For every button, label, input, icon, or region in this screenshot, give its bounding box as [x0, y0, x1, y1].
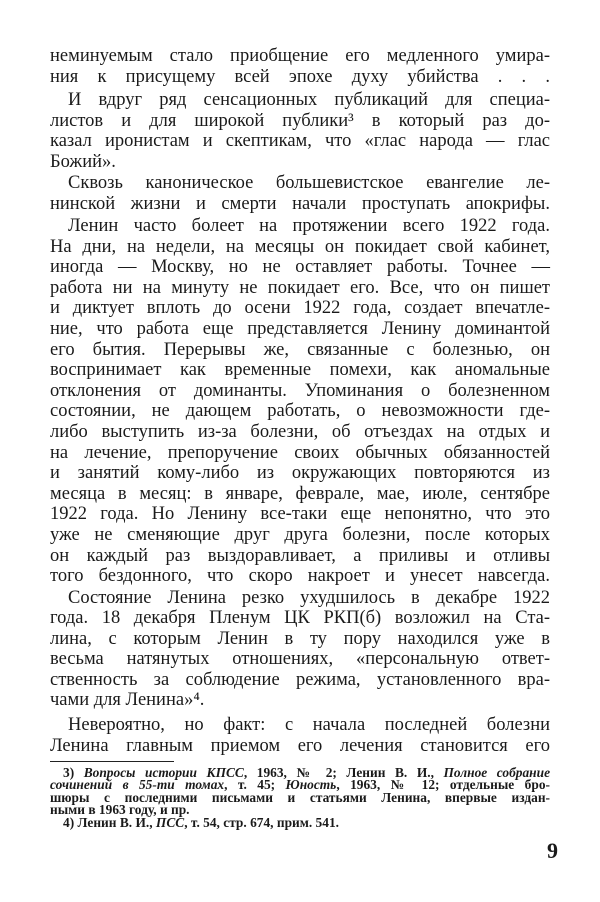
text-line: иногда — Москву, но не оставляет работы. Точнее —: [50, 257, 550, 278]
text-line: Ленин часто болеет на протяжении всего 1922 года.: [68, 216, 550, 236]
footnote-text: , 1963, № 2; Ленин В. И.,: [243, 765, 444, 780]
text-line: уже не сменяющие друг друга болезни, после которых: [50, 524, 550, 545]
footnote-text: , 1963, № 12; отдельные бро-: [336, 777, 550, 793]
text-line: неминуемым стало приобщение его медленного умира-: [50, 46, 550, 66]
footnote-text: 3): [63, 765, 84, 780]
text-line: отклонения от доминанты. Упоминания о болезненном: [50, 380, 550, 401]
text-line: на лечение, препоручение своих обычных обязанностей: [50, 442, 550, 463]
footnote-divider: [50, 761, 174, 762]
text-line: И вдруг ряд сенсационных публикаций для специа-: [68, 90, 550, 110]
text-line: Ленина главным приемом его лечения становится его: [50, 735, 550, 756]
footnote-text: , т. 45;: [224, 777, 286, 793]
text-line: воспринимает как временные помехи, как аномальные: [50, 360, 550, 381]
text-line: ние, что работа еще представляется Ленину доминантой: [50, 318, 550, 339]
text-line: года. 18 декабря Пленум ЦК РКП(б) возложил на Ста-: [50, 608, 550, 629]
paragraph-2: [50, 90, 550, 173]
footnote-text: 4) Ленин В. И.,: [63, 814, 156, 830]
text-line: 1922 года. Но Ленину все-таки еще непонятно, что это: [50, 504, 550, 525]
paragraph-3: [50, 173, 550, 214]
footnote-text: шюры с последними письмами и статьями Ленина, впервые издан-: [50, 789, 550, 805]
footnote-text: , т. 54, стр. 674, прим. 541.: [184, 814, 339, 830]
text-line: он каждый раз выздоравливает, а приливы и отливы: [50, 545, 550, 566]
text-line: его бытия. Перерывы же, связанные с болезнью, он: [50, 339, 550, 360]
footnotes: [50, 767, 550, 829]
text-line: Сквозь каноническое большевистское евангелие ле-: [68, 173, 550, 193]
text-line: работа ни на минуту не покидает его. Все, что он пишет: [50, 277, 550, 298]
text-line: нинской жизни и смерти начали проступать апокрифы.: [50, 193, 550, 214]
footnote-title: Юность: [285, 777, 337, 793]
text-line: Состояние Ленина резко ухудшилось в декабре 1922: [68, 588, 550, 608]
page-number: 9: [547, 838, 558, 863]
text-line: ния к присущему всей эпохе духу убийства . . .: [50, 66, 550, 87]
text-line: либо выступить из-за болезни, об отъездах на отдых и: [50, 421, 550, 442]
text-line: ственность за соблюдение режима, установленного вра-: [50, 669, 550, 690]
footnote-line: [50, 814, 550, 830]
text-line: казал иронистам и скептикам, что «глас народа — глас: [50, 131, 550, 152]
paragraph-6: [50, 715, 550, 756]
text-line: лина, с которым Ленин в ту пору находился уже в: [50, 628, 550, 649]
paragraph-1: [50, 46, 550, 87]
footnote-title: Вопросы истории КПСС: [83, 765, 244, 780]
paragraph-4: [50, 216, 550, 587]
footnote-title: Полное собрание: [443, 765, 551, 780]
paragraph-5: [50, 588, 550, 710]
text-line: и диктует вплоть до осени 1922 года, создает впечатле-: [50, 298, 550, 319]
text-line: весьма натянутых отношениях, «персональную ответ-: [50, 649, 550, 670]
footnote-text: ными в 1963 году, и пр.: [50, 802, 190, 818]
text-line: и занятий кому-либо из окружающих повторяются из: [50, 463, 550, 484]
text-line: месяца в месяц: в январе, феврале, мае, июле, сентябре: [50, 483, 550, 504]
text-line: чами для Ленина»⁴.: [50, 689, 205, 710]
text-line: листов и для широкой публики³ в который раз до-: [50, 110, 550, 131]
footnote-title: ПСС: [155, 814, 185, 830]
footnote-title: сочинений в 55-ти томах: [50, 777, 225, 793]
text-line: состоянии, не дающем работать, о невозможности где-: [50, 401, 550, 422]
text-line: Невероятно, но факт: с начала последней болезни: [68, 715, 550, 735]
text-line: На дни, на недели, на месяцы он покидает свой кабинет,: [50, 236, 550, 257]
text-line: того бездонного, что скоро накроет и унесет навсегда.: [50, 566, 550, 587]
text-line: Божий».: [50, 152, 116, 173]
